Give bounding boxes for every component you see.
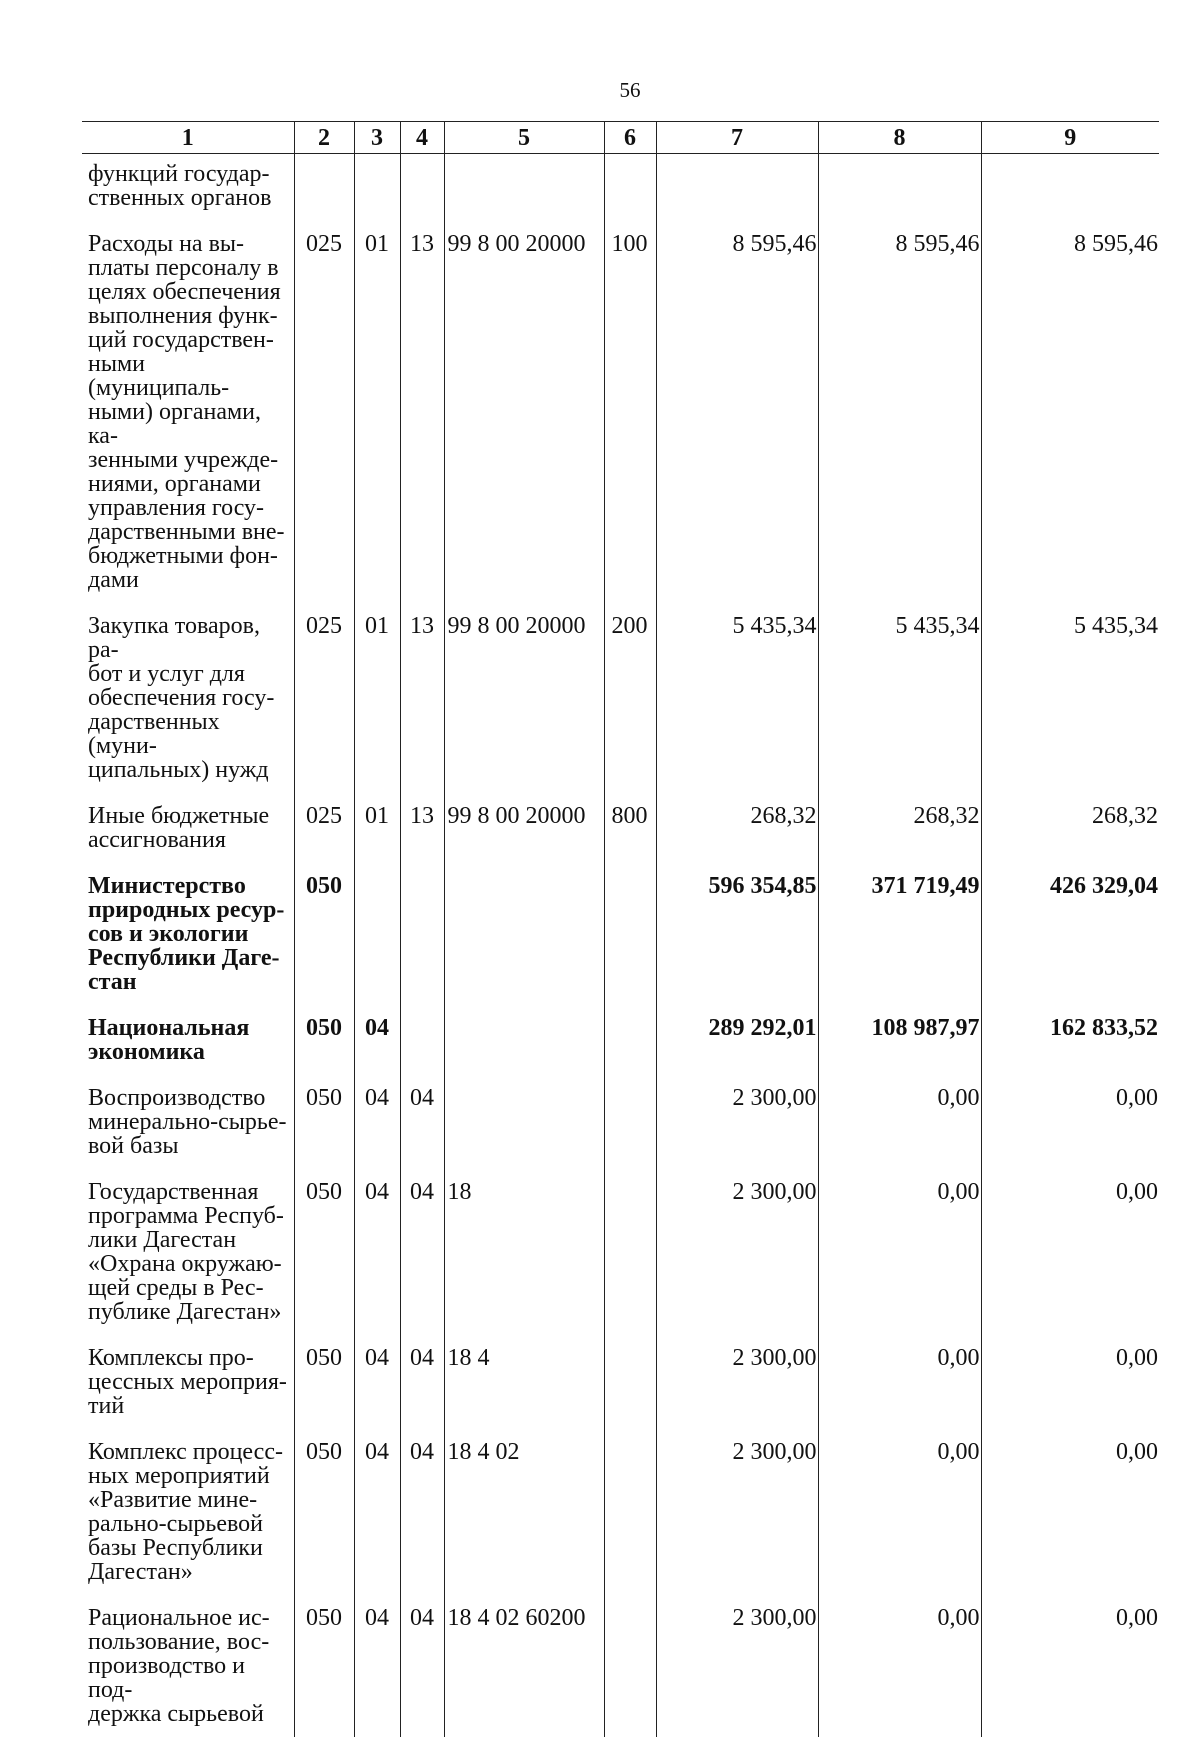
amount-col8-cell: 108 987,97 bbox=[818, 1005, 981, 1075]
amount-col7-cell: 2 300,00 bbox=[656, 1169, 818, 1335]
code-section-cell bbox=[354, 863, 400, 1005]
code-subsection-cell: 04 bbox=[400, 1169, 444, 1335]
code-admin-cell: 025 bbox=[294, 793, 354, 863]
amount-col8-cell: 0,00 bbox=[818, 1169, 981, 1335]
code-subsection-cell bbox=[400, 863, 444, 1005]
code-expense-type-cell: 800 bbox=[604, 793, 656, 863]
amount-col9-cell: 426 329,04 bbox=[981, 863, 1159, 1005]
column-header: 9 bbox=[981, 122, 1159, 154]
amount-col8-cell: 268,32 bbox=[818, 793, 981, 863]
code-section-cell: 04 bbox=[354, 1429, 400, 1595]
column-header: 8 bbox=[818, 122, 981, 154]
amount-col8-cell: 0,00 bbox=[818, 1335, 981, 1429]
code-subsection-cell bbox=[400, 1005, 444, 1075]
code-subsection-cell bbox=[400, 154, 444, 222]
column-header: 2 bbox=[294, 122, 354, 154]
amount-col7-cell: 5 435,34 bbox=[656, 603, 818, 793]
code-subsection-cell: 04 bbox=[400, 1075, 444, 1169]
row-name-cell: Национальная экономика bbox=[82, 1005, 294, 1075]
amount-col7-cell: 2 300,00 bbox=[656, 1075, 818, 1169]
amount-col8-cell: 0,00 bbox=[818, 1429, 981, 1595]
code-admin-cell: 050 bbox=[294, 1169, 354, 1335]
amount-col7-cell: 8 595,46 bbox=[656, 221, 818, 603]
code-target-cell bbox=[444, 154, 604, 222]
code-section-cell: 04 bbox=[354, 1595, 400, 1737]
code-target-cell: 18 4 02 60200 bbox=[444, 1595, 604, 1737]
code-section-cell: 04 bbox=[354, 1075, 400, 1169]
amount-col9-cell: 0,00 bbox=[981, 1335, 1159, 1429]
code-section-cell: 01 bbox=[354, 603, 400, 793]
code-admin-cell bbox=[294, 154, 354, 222]
code-expense-type-cell bbox=[604, 1005, 656, 1075]
code-admin-cell: 050 bbox=[294, 1335, 354, 1429]
code-subsection-cell: 13 bbox=[400, 793, 444, 863]
row-name-cell: Закупка товаров, ра- бот и услуг для обеспечения госу- дарственных (муни- ципальных) нужд bbox=[82, 603, 294, 793]
table-row bbox=[82, 221, 1159, 603]
amount-col8-cell: 0,00 bbox=[818, 1595, 981, 1737]
code-admin-cell: 050 bbox=[294, 1005, 354, 1075]
code-subsection-cell: 04 bbox=[400, 1595, 444, 1737]
row-name-cell: Комплекс процесс- ных мероприятий «Развитие мине- рально-сырьевой базы Республики Дагестан» bbox=[82, 1429, 294, 1595]
code-section-cell: 01 bbox=[354, 221, 400, 603]
code-expense-type-cell bbox=[604, 154, 656, 222]
amount-col8-cell: 371 719,49 bbox=[818, 863, 981, 1005]
code-subsection-cell: 13 bbox=[400, 221, 444, 603]
code-admin-cell: 025 bbox=[294, 221, 354, 603]
row-name-cell: Расходы на вы- платы персоналу в целях обеспечения выполнения функ- ций государствен- ными (муниципаль- ными) органами, ка- зенными учрежде- ниями, органами управления госу- дарственными вне- бюджетными фон- дами bbox=[82, 221, 294, 603]
code-expense-type-cell bbox=[604, 1429, 656, 1595]
code-expense-type-cell: 100 bbox=[604, 221, 656, 603]
amount-col7-cell: 289 292,01 bbox=[656, 1005, 818, 1075]
code-admin-cell: 025 bbox=[294, 603, 354, 793]
code-expense-type-cell: 200 bbox=[604, 603, 656, 793]
code-expense-type-cell bbox=[604, 863, 656, 1005]
column-header: 4 bbox=[400, 122, 444, 154]
amount-col8-cell bbox=[818, 154, 981, 222]
code-expense-type-cell bbox=[604, 1335, 656, 1429]
code-section-cell bbox=[354, 154, 400, 222]
table-row bbox=[82, 1169, 1159, 1335]
table-row bbox=[82, 603, 1159, 793]
amount-col9-cell: 268,32 bbox=[981, 793, 1159, 863]
amount-col9-cell bbox=[981, 154, 1159, 222]
code-target-cell: 99 8 00 20000 bbox=[444, 793, 604, 863]
row-name-cell: Иные бюджетные ассигнования bbox=[82, 793, 294, 863]
column-header: 6 bbox=[604, 122, 656, 154]
code-target-cell bbox=[444, 863, 604, 1005]
code-subsection-cell: 04 bbox=[400, 1335, 444, 1429]
amount-col9-cell: 0,00 bbox=[981, 1595, 1159, 1737]
code-admin-cell: 050 bbox=[294, 863, 354, 1005]
amount-col9-cell: 0,00 bbox=[981, 1169, 1159, 1335]
code-target-cell: 99 8 00 20000 bbox=[444, 603, 604, 793]
amount-col8-cell: 5 435,34 bbox=[818, 603, 981, 793]
code-target-cell: 18 bbox=[444, 1169, 604, 1335]
code-admin-cell: 050 bbox=[294, 1595, 354, 1737]
code-target-cell bbox=[444, 1005, 604, 1075]
table-row bbox=[82, 154, 1159, 222]
table-row bbox=[82, 863, 1159, 1005]
code-target-cell: 99 8 00 20000 bbox=[444, 221, 604, 603]
row-name-cell: Министерство природных ресур- сов и экологии Республики Даге- стан bbox=[82, 863, 294, 1005]
table-row bbox=[82, 1075, 1159, 1169]
column-header: 5 bbox=[444, 122, 604, 154]
code-section-cell: 04 bbox=[354, 1169, 400, 1335]
code-target-cell: 18 4 02 bbox=[444, 1429, 604, 1595]
amount-col7-cell: 2 300,00 bbox=[656, 1429, 818, 1595]
code-section-cell: 01 bbox=[354, 793, 400, 863]
code-admin-cell: 050 bbox=[294, 1075, 354, 1169]
table-row bbox=[82, 1429, 1159, 1595]
amount-col7-cell: 268,32 bbox=[656, 793, 818, 863]
amount-col8-cell: 8 595,46 bbox=[818, 221, 981, 603]
code-section-cell: 04 bbox=[354, 1335, 400, 1429]
table-row bbox=[82, 1335, 1159, 1429]
column-header: 3 bbox=[354, 122, 400, 154]
code-admin-cell: 050 bbox=[294, 1429, 354, 1595]
amount-col7-cell: 2 300,00 bbox=[656, 1595, 818, 1737]
amount-col9-cell: 8 595,46 bbox=[981, 221, 1159, 603]
code-expense-type-cell bbox=[604, 1169, 656, 1335]
table-header-row bbox=[82, 122, 1159, 154]
table-row bbox=[82, 1595, 1159, 1737]
table-row bbox=[82, 793, 1159, 863]
amount-col7-cell: 2 300,00 bbox=[656, 1335, 818, 1429]
amount-col9-cell: 162 833,52 bbox=[981, 1005, 1159, 1075]
code-subsection-cell: 04 bbox=[400, 1429, 444, 1595]
table-body bbox=[82, 154, 1159, 1737]
code-subsection-cell: 13 bbox=[400, 603, 444, 793]
row-name-cell: Воспроизводство минерально-сырье- вой базы bbox=[82, 1075, 294, 1169]
amount-col9-cell: 0,00 bbox=[981, 1075, 1159, 1169]
row-name-cell: Комплексы про- цессных мероприя- тий bbox=[82, 1335, 294, 1429]
table-row bbox=[82, 1005, 1159, 1075]
amount-col8-cell: 0,00 bbox=[818, 1075, 981, 1169]
row-name-cell: функций государ- ственных органов bbox=[82, 154, 294, 222]
amount-col9-cell: 0,00 bbox=[981, 1429, 1159, 1595]
column-header: 7 bbox=[656, 122, 818, 154]
column-header: 1 bbox=[82, 122, 294, 154]
code-expense-type-cell bbox=[604, 1595, 656, 1737]
row-name-cell: Государственная программа Респуб- лики Дагестан «Охрана окружаю- щей среды в Рес- публике Дагестан» bbox=[82, 1169, 294, 1335]
row-name-cell: Рациональное ис- пользование, вос- производство и под- держка сырьевой bbox=[82, 1595, 294, 1737]
code-section-cell: 04 bbox=[354, 1005, 400, 1075]
code-expense-type-cell bbox=[604, 1075, 656, 1169]
budget-table bbox=[82, 121, 1159, 1737]
code-target-cell: 18 4 bbox=[444, 1335, 604, 1429]
amount-col7-cell bbox=[656, 154, 818, 222]
page-number: 56 bbox=[0, 78, 1200, 103]
code-target-cell bbox=[444, 1075, 604, 1169]
amount-col7-cell: 596 354,85 bbox=[656, 863, 818, 1005]
amount-col9-cell: 5 435,34 bbox=[981, 603, 1159, 793]
